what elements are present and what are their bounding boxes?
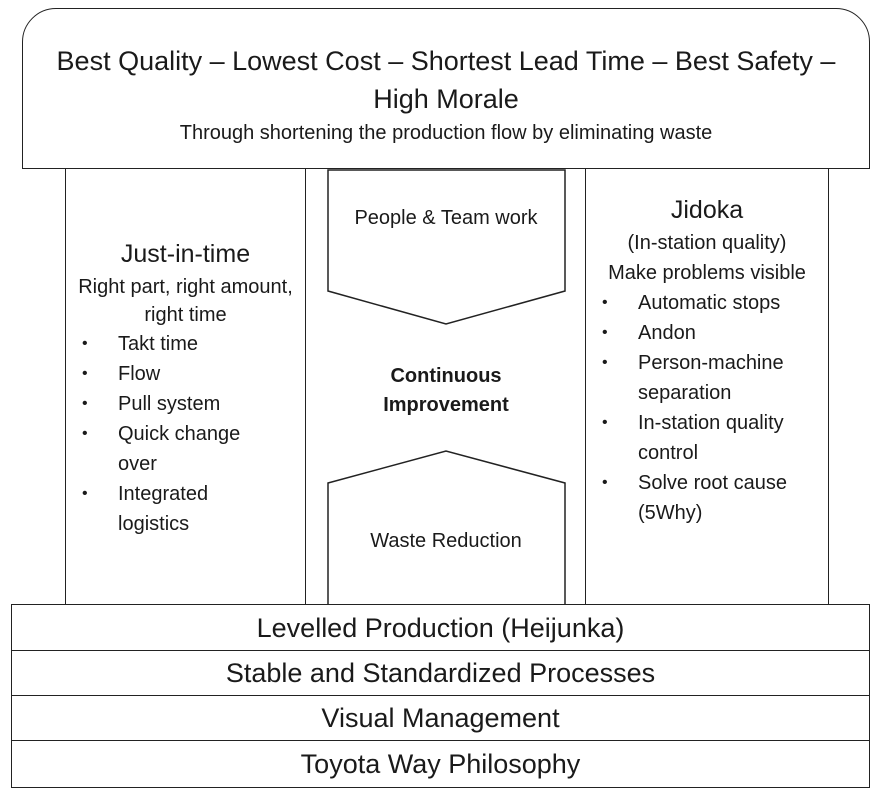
continuous-improvement-label: Continuous Improvement [383, 365, 509, 416]
list-item: • In-station quality control [602, 412, 784, 464]
foundation-band-philosophy: Toyota Way Philosophy [11, 740, 870, 788]
list-item: • Pull system [82, 393, 221, 415]
list-item: • Flow [82, 363, 161, 385]
people-teamwork-label: People & Team work [354, 207, 538, 229]
pillar-subtitle: (In-station quality) Make problems visible [608, 232, 806, 284]
pillar-title: Jidoka [670, 196, 744, 224]
list-item: • Andon [602, 322, 696, 344]
foundation-band-heijunka: Levelled Production (Heijunka) [11, 604, 870, 651]
people-teamwork-shape [328, 170, 565, 324]
list-item: • Integrated logistics [82, 483, 209, 535]
list-item: • Person-machine separation [602, 352, 784, 404]
pillar-title: Just-in-time [120, 240, 251, 268]
roof-title: Best Quality – Lowest Cost – Shortest Lead Time – Best Safety – High Morale [56, 46, 836, 114]
list-item: • Solve root cause (5Why) [602, 472, 787, 524]
list-item: • Takt time [82, 333, 199, 355]
roof-subtitle: Through shortening the production flow by eliminating waste [179, 122, 713, 144]
list-item: • Quick change over [82, 423, 241, 475]
list-item: • Automatic stops [602, 292, 781, 314]
waste-reduction-label: Waste Reduction [370, 530, 522, 552]
foundation-band-visual-management: Visual Management [11, 695, 870, 741]
foundation-band-standardized: Stable and Standardized Processes [11, 650, 870, 696]
pillar-subtitle: Right part, right amount, right time [78, 276, 293, 326]
